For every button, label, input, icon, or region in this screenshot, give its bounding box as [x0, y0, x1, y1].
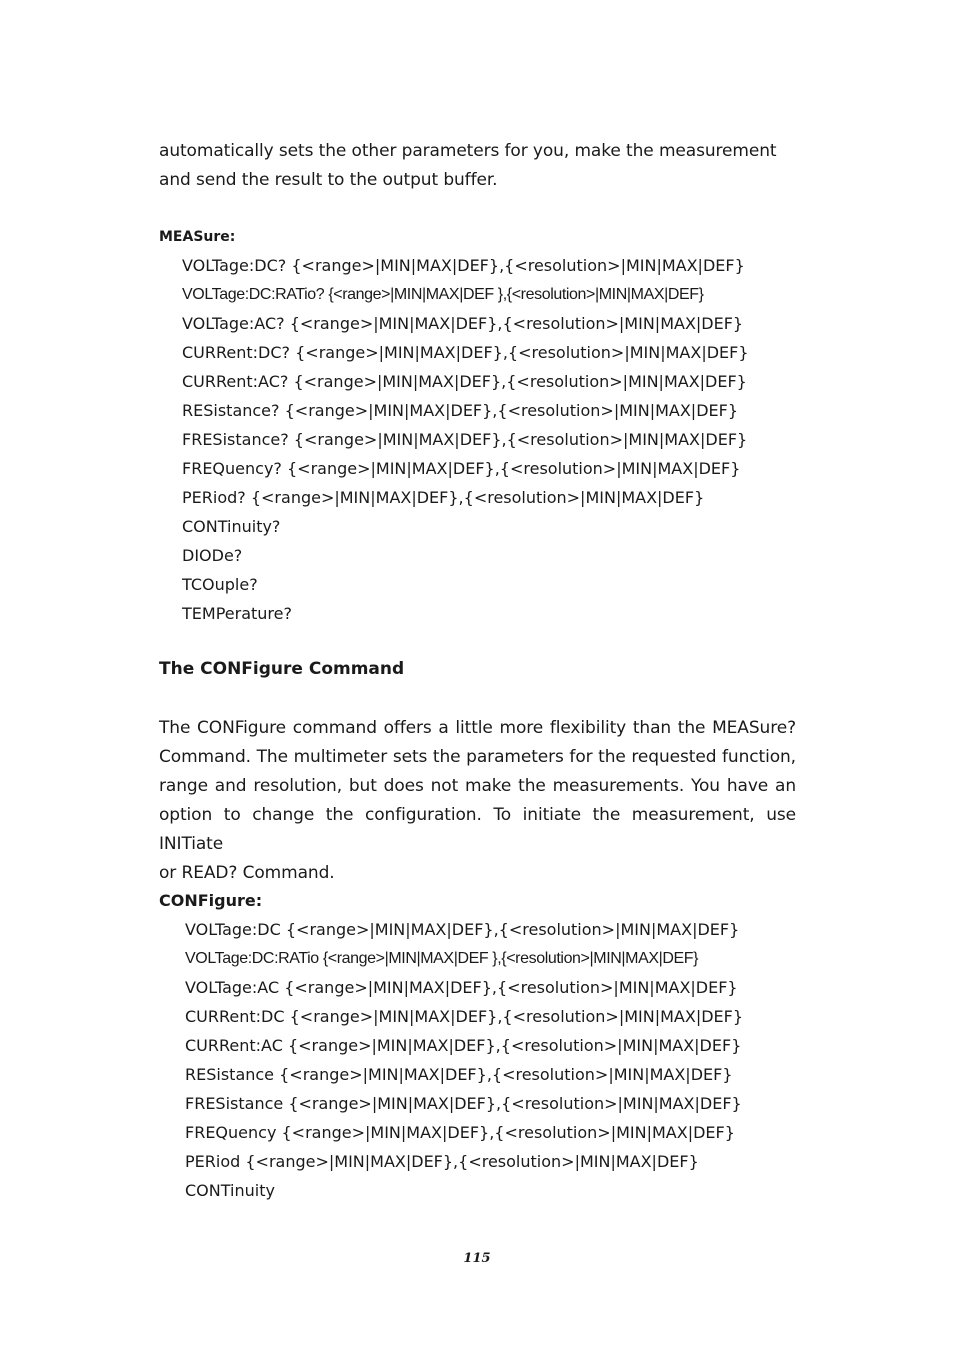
measure-command-item: PERiod? {<range>|MIN|MAX|DEF},{<resolution>|MIN|MAX|DEF} — [182, 488, 705, 507]
configure-paragraph — [159, 714, 796, 888]
measure-command-item: VOLTage:DC? {<range>|MIN|MAX|DEF},{<resolution>|MIN|MAX|DEF} — [182, 256, 745, 275]
configure-line: or READ? Command. — [159, 863, 335, 883]
configure-command-item: VOLTage:DC {<range>|MIN|MAX|DEF},{<resolution>|MIN|MAX|DEF} — [185, 920, 740, 939]
measure-command-item: VOLTage:DC:RATio? {<range>|MIN|MAX|DEF },{<resolution>|MIN|MAX|DEF} — [182, 286, 704, 303]
measure-command-item: RESistance? {<range>|MIN|MAX|DEF},{<resolution>|MIN|MAX|DEF} — [182, 401, 738, 420]
measure-command-item: DIODe? — [182, 546, 243, 565]
configure-line: Command. The multimeter sets the parameters for the requested function, — [159, 747, 796, 767]
configure-command-item: FREQuency {<range>|MIN|MAX|DEF},{<resolution>|MIN|MAX|DEF} — [185, 1123, 735, 1142]
measure-command-item: FRESistance? {<range>|MIN|MAX|DEF},{<resolution>|MIN|MAX|DEF} — [182, 430, 748, 449]
intro-paragraph — [159, 137, 796, 195]
measure-label: MEASure: — [159, 229, 236, 245]
measure-command-item: CURRent:AC? {<range>|MIN|MAX|DEF},{<resolution>|MIN|MAX|DEF} — [182, 372, 747, 391]
configure-command-item: CURRent:AC {<range>|MIN|MAX|DEF},{<resolution>|MIN|MAX|DEF} — [185, 1036, 742, 1055]
measure-command-item: TEMPerature? — [182, 604, 292, 623]
configure-label: CONFigure: — [159, 891, 263, 910]
configure-command-item: FRESistance {<range>|MIN|MAX|DEF},{<resolution>|MIN|MAX|DEF} — [185, 1094, 742, 1113]
configure-command-item: RESistance {<range>|MIN|MAX|DEF},{<resolution>|MIN|MAX|DEF} — [185, 1065, 733, 1084]
measure-command-item: VOLTage:AC? {<range>|MIN|MAX|DEF},{<resolution>|MIN|MAX|DEF} — [182, 314, 744, 333]
configure-command-item: PERiod {<range>|MIN|MAX|DEF},{<resolution>|MIN|MAX|DEF} — [185, 1152, 699, 1171]
configure-line: The CONFigure command offers a little more flexibility than the MEASure? — [159, 718, 796, 738]
measure-command-item: CURRent:DC? {<range>|MIN|MAX|DEF},{<resolution>|MIN|MAX|DEF} — [182, 343, 749, 362]
measure-command-list — [182, 251, 749, 628]
configure-command-item: VOLTage:AC {<range>|MIN|MAX|DEF},{<resolution>|MIN|MAX|DEF} — [185, 978, 738, 997]
configure-heading: The CONFigure Command — [159, 659, 405, 679]
configure-command-item: CURRent:DC {<range>|MIN|MAX|DEF},{<resolution>|MIN|MAX|DEF} — [185, 1007, 744, 1026]
intro-line: automatically sets the other parameters for you, make the measurement — [159, 141, 777, 161]
configure-command-item: CONTinuity — [185, 1181, 275, 1200]
configure-command-item: VOLTage:DC:RATio {<range>|MIN|MAX|DEF },{<resolution>|MIN|MAX|DEF} — [185, 950, 699, 967]
configure-line: option to change the configuration. To initiate the measurement, use INITiate — [159, 805, 796, 854]
intro-line: and send the result to the output buffer. — [159, 170, 498, 190]
page-number: 115 — [463, 1251, 491, 1266]
measure-command-item: CONTinuity? — [182, 517, 281, 536]
measure-command-item: TCOuple? — [182, 575, 258, 594]
measure-command-item: FREQuency? {<range>|MIN|MAX|DEF},{<resolution>|MIN|MAX|DEF} — [182, 459, 741, 478]
configure-line: range and resolution, but does not make the measurements. You have an — [159, 776, 796, 796]
configure-command-list — [185, 915, 743, 1205]
